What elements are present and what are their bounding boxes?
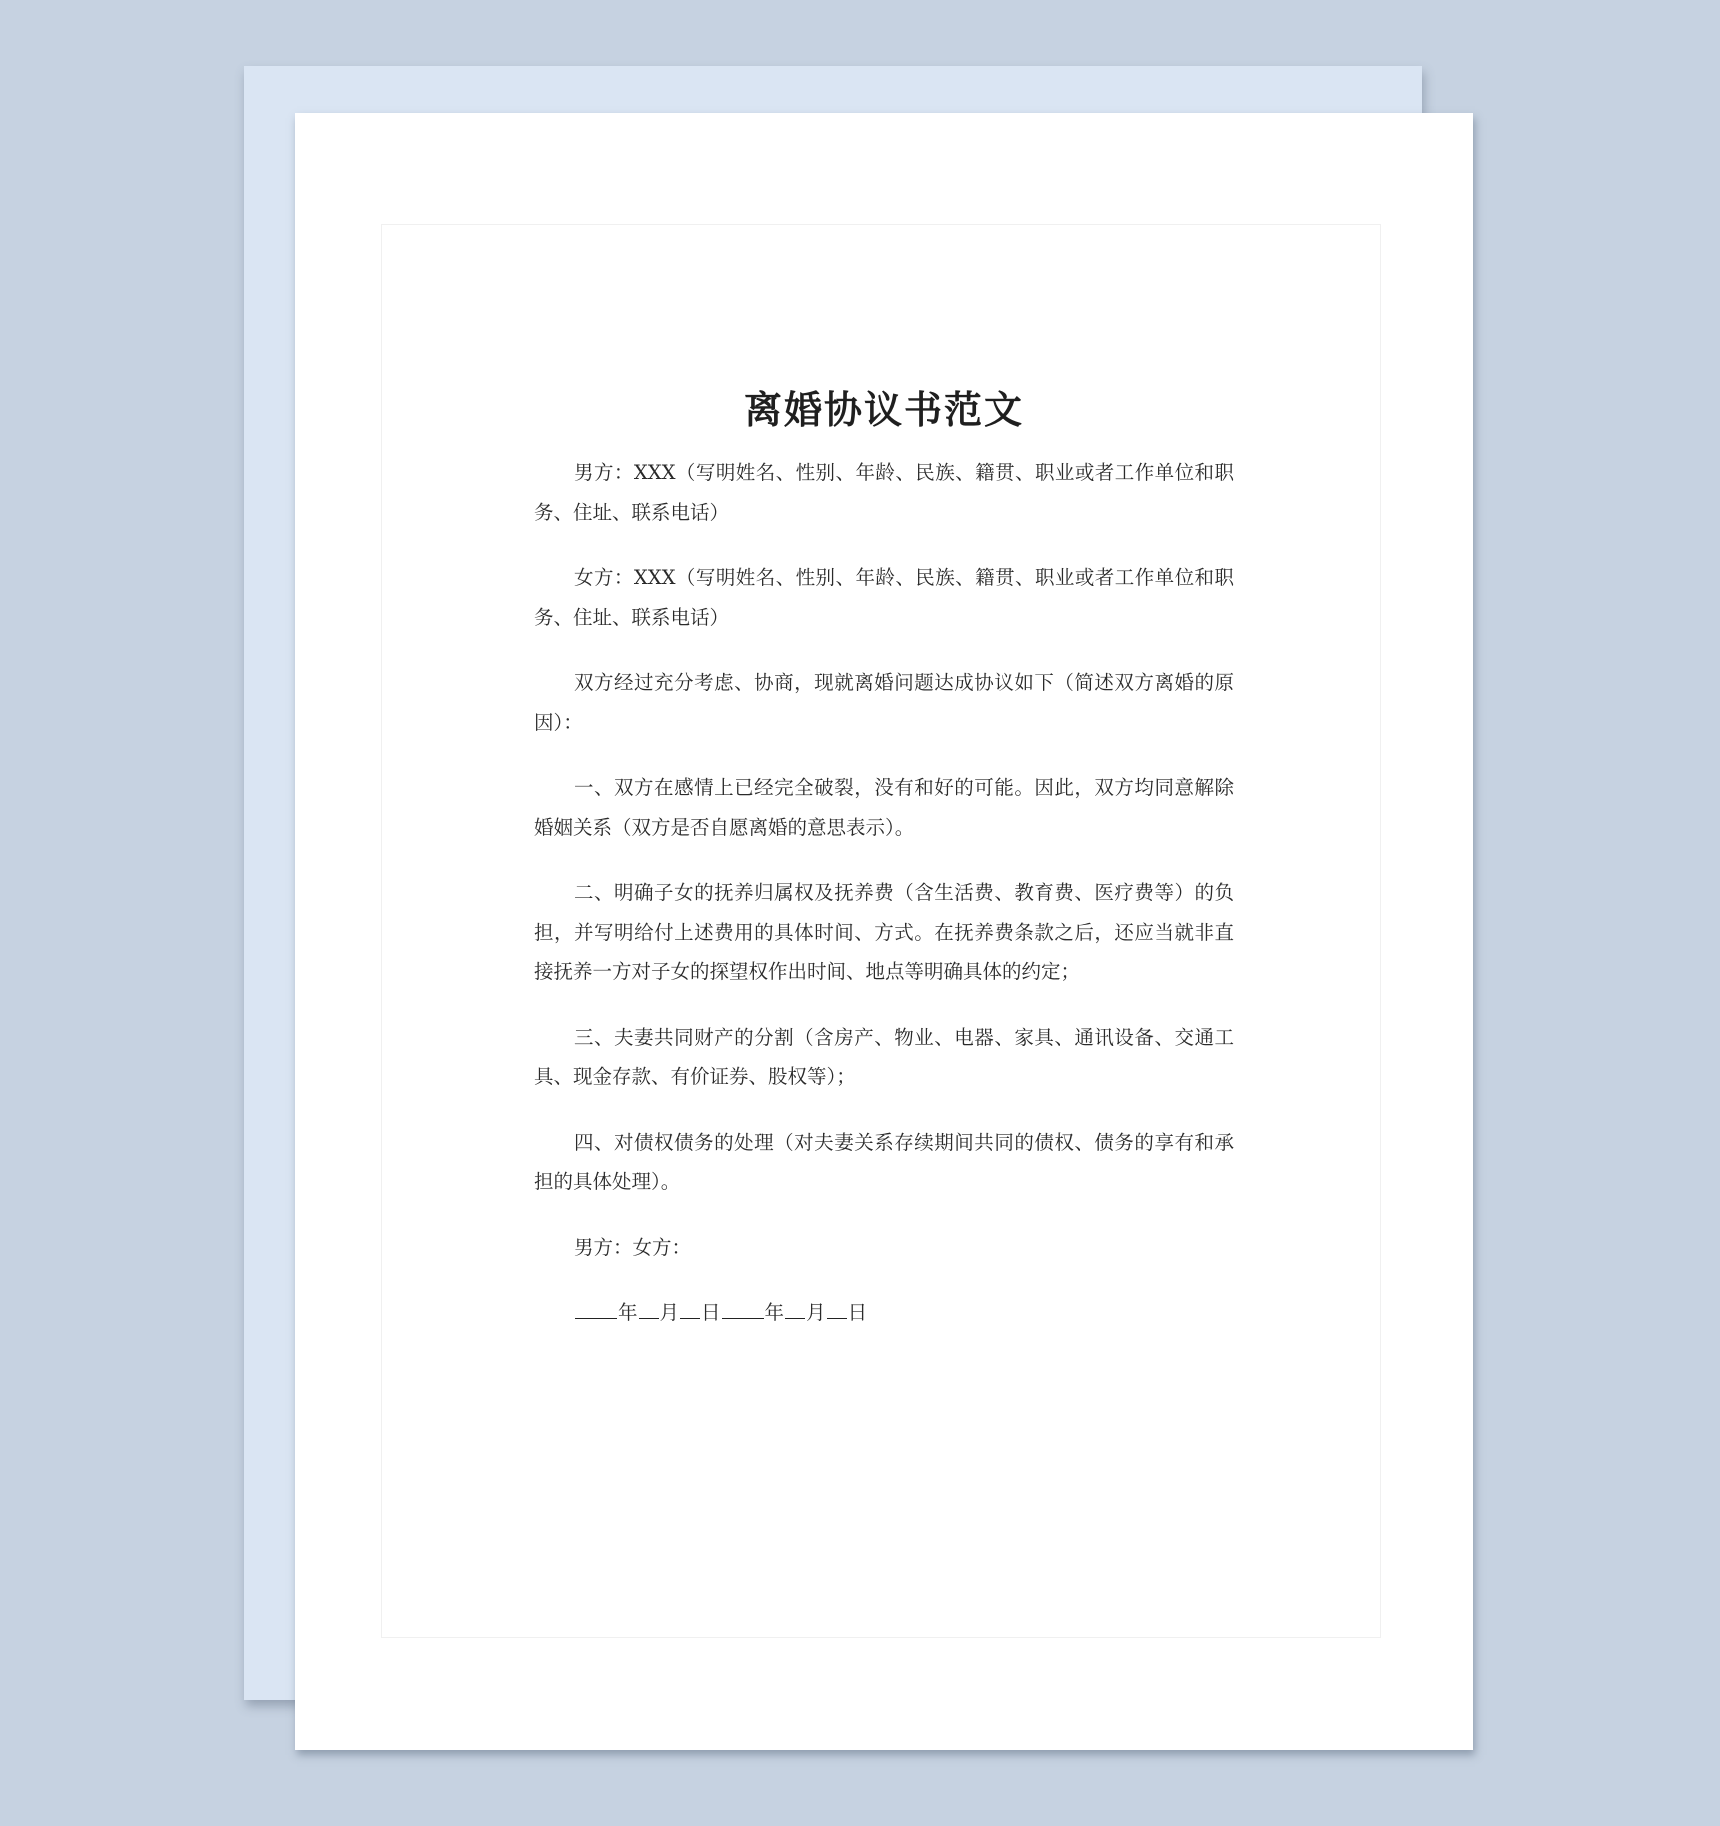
paragraph-female-party: 女方：XXX（写明姓名、性别、年龄、民族、籍贯、职业或者工作单位和职务、住址、联系电话） xyxy=(534,566,1234,629)
paragraph-male-party: 男方：XXX（写明姓名、性别、年龄、民族、籍贯、职业或者工作单位和职务、住址、联系电话） xyxy=(534,461,1234,524)
paragraph-clause-1: 一、双方在感情上已经完全破裂，没有和好的可能。因此，双方均同意解除婚姻关系（双方是否自愿离婚的意思表示）。 xyxy=(534,776,1234,839)
month-blank-2 xyxy=(785,1300,805,1319)
year-blank-1 xyxy=(575,1300,617,1319)
month-label-2: 月 xyxy=(806,1301,826,1324)
paragraph-clause-3: 三、夫妻共同财产的分割（含房产、物业、电器、家具、通讯设备、交通工具、现金存款、有价证券、股权等）； xyxy=(534,1025,1234,1088)
day-label-1: 日 xyxy=(701,1301,721,1324)
year-label-1: 年 xyxy=(618,1301,638,1324)
paragraph-agreement-intro: 双方经过充分考虑、协商，现就离婚问题达成协议如下（简述双方离婚的原因）： xyxy=(534,671,1234,734)
day-blank-1 xyxy=(680,1300,700,1319)
paragraph-clause-4: 四、对债权债务的处理（对夫妻关系存续期间共同的债权、债务的享有和承担的具体处理）。 xyxy=(534,1130,1234,1193)
month-label-1: 月 xyxy=(659,1301,680,1324)
paragraph-clause-2: 二、明确子女的抚养归属权及抚养费（含生活费、教育费、医疗费等）的负担，并写明给付上述费用的具体时间、方式。在抚养费条款之后，还应当就非直接抚养一方对子女的探望权作出时间、地点等明确具体的约定； xyxy=(534,881,1234,983)
date-line xyxy=(534,1293,1234,1333)
year-blank-2 xyxy=(722,1300,764,1319)
day-blank-2 xyxy=(827,1300,847,1319)
signature-line: 男方：女方： xyxy=(574,1235,692,1259)
document-body xyxy=(534,453,1234,1333)
month-blank-1 xyxy=(639,1300,659,1319)
document-title: 离婚协议书范文 xyxy=(743,388,1024,432)
year-label-2: 年 xyxy=(764,1301,785,1324)
document-page xyxy=(295,113,1473,1750)
day-label-2: 日 xyxy=(847,1301,868,1324)
